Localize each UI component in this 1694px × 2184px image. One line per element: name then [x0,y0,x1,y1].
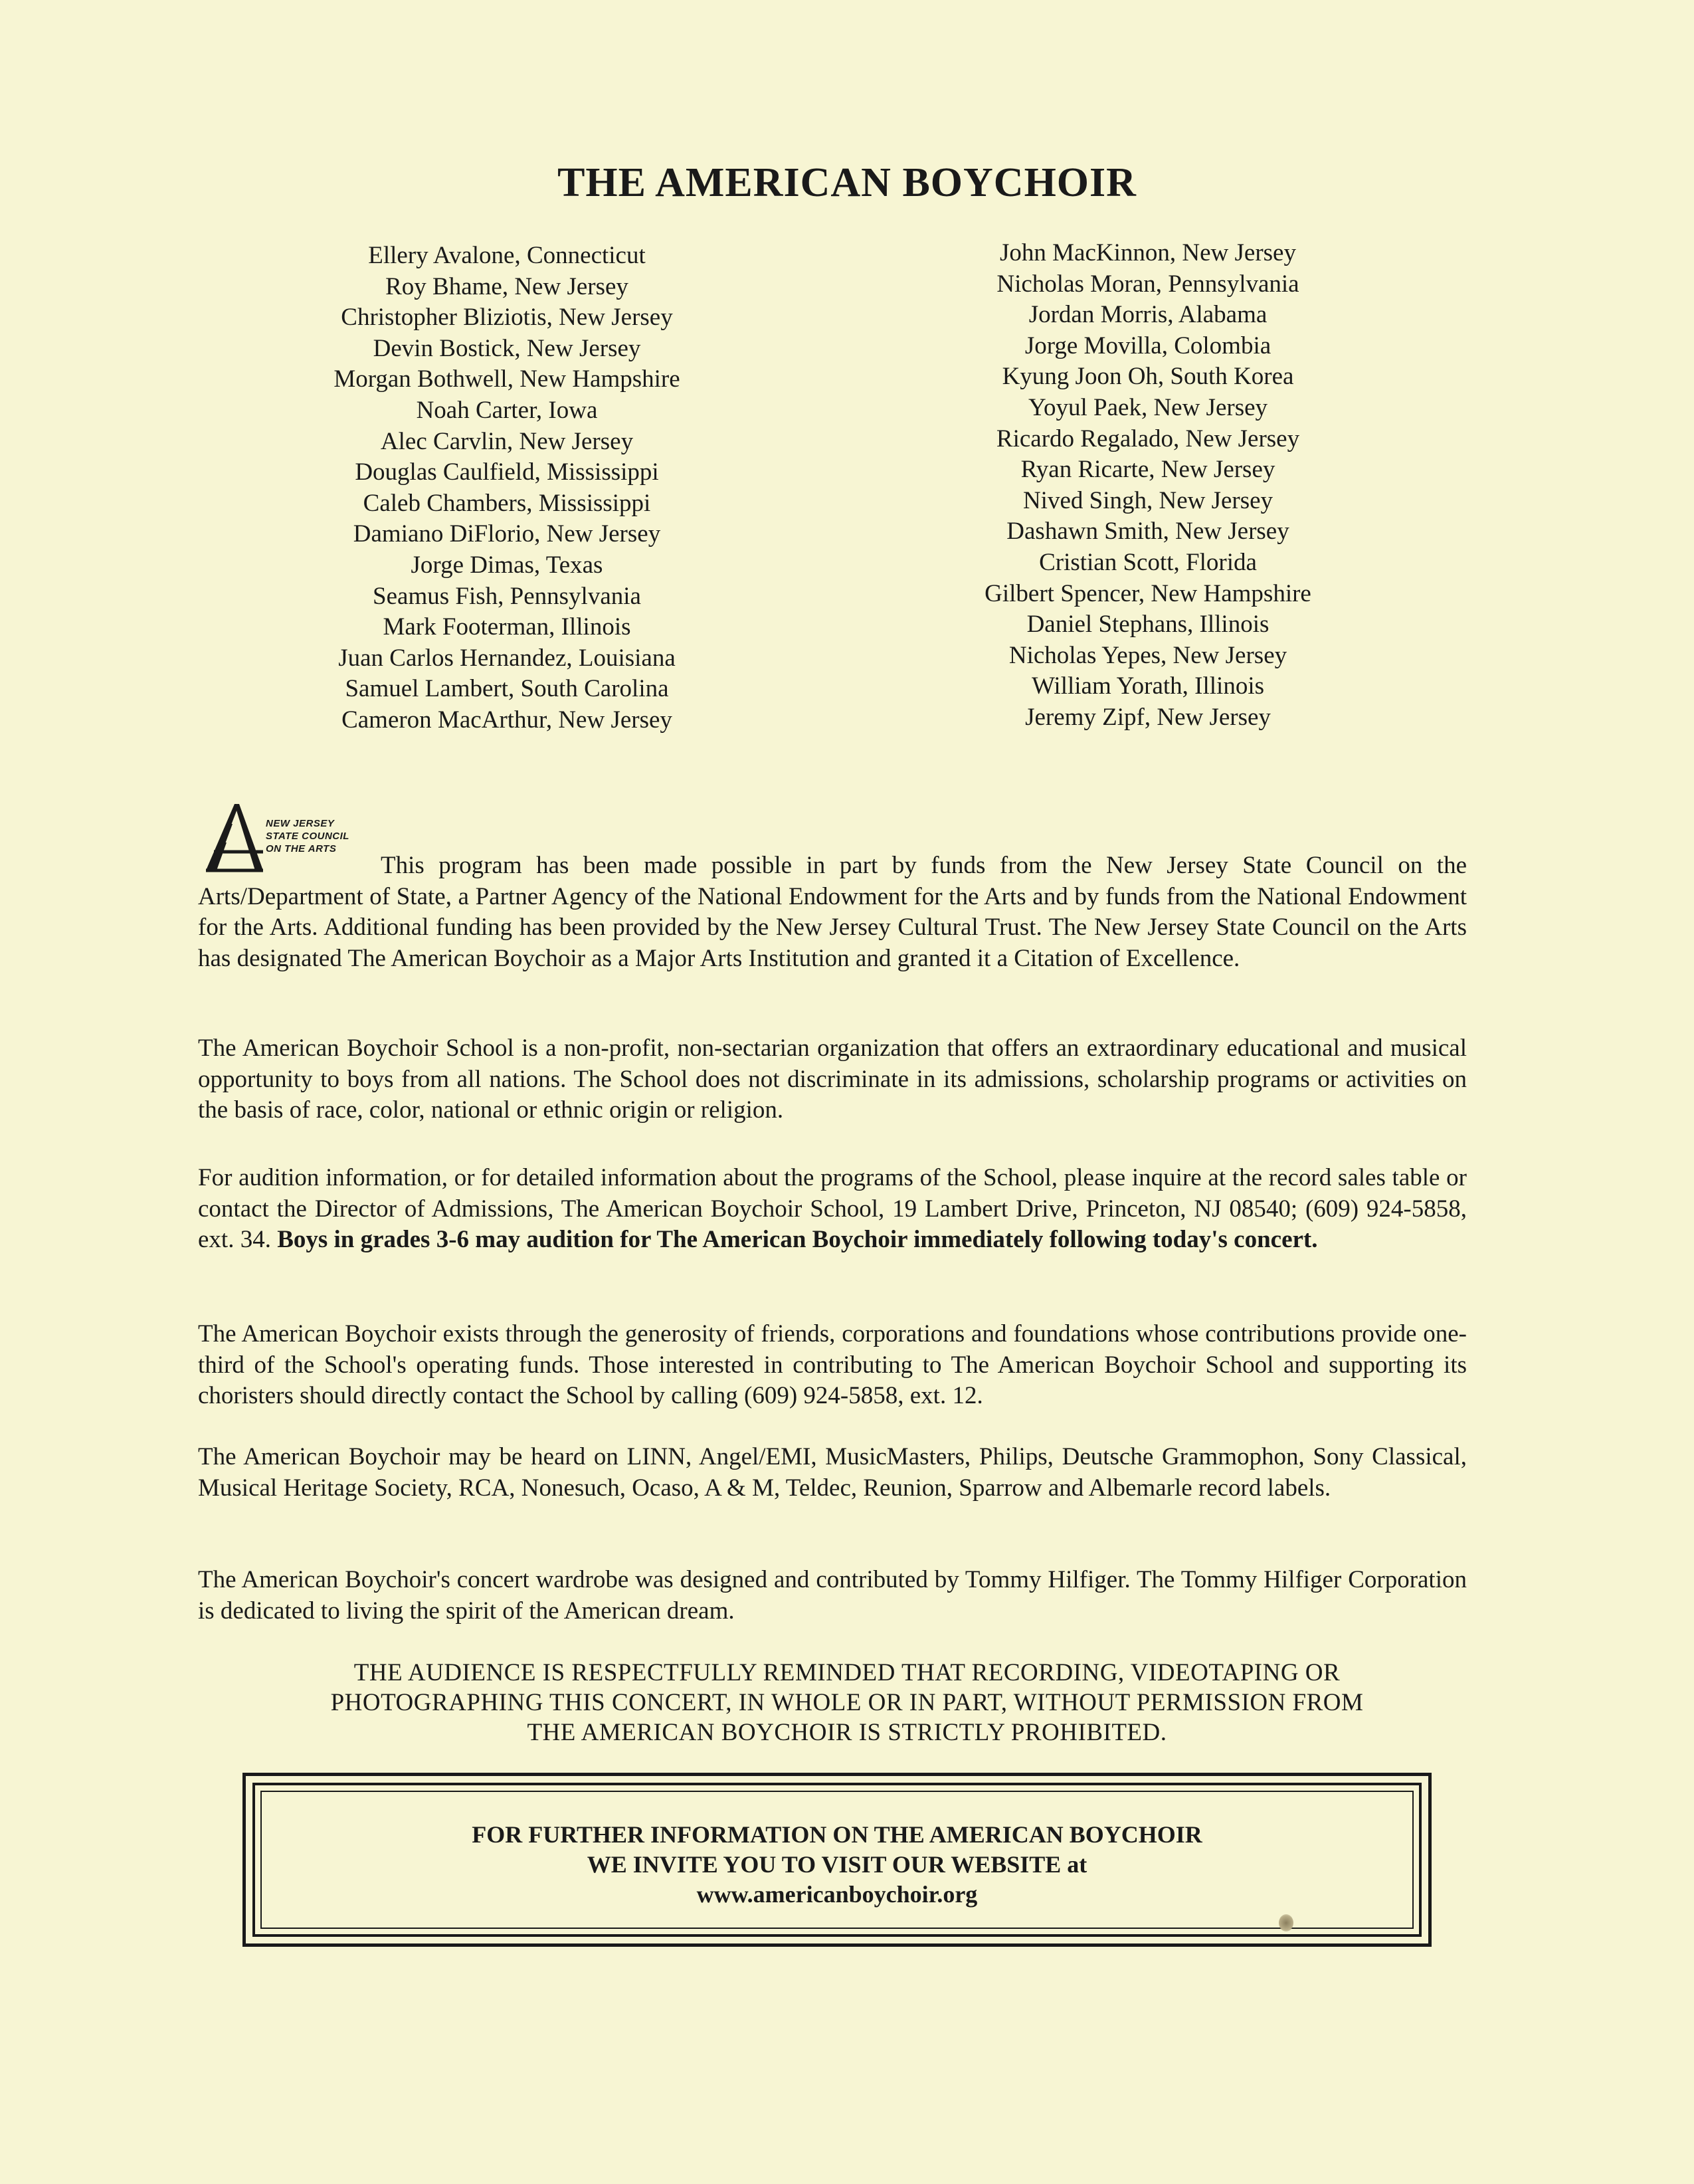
logo-wordmark [266,817,349,855]
roster-entry: Samuel Lambert, South Carolina [345,675,669,703]
roster-entry: Jordan Morris, Alabama [1028,301,1268,329]
roster-entry: Jorge Dimas, Texas [411,551,603,579]
roster-entry: Nicholas Yepes, New Jersey [1008,641,1287,669]
info-line: FOR FURTHER INFORMATION ON THE AMERICAN BOYCHOIR [472,1821,1202,1848]
roster-entry: Nived Singh, New Jersey [1022,486,1273,514]
logo-line: NEW JERSEY [266,818,335,829]
donors-paragraph: The American Boychoir exists through the generosity of friends, corporations and foundations whose contributions provide one-third of the School's operating funds. Those interested in contributing to The American Boychoir School and supporting its choristers should directly contact the School by calling (609) 924-5858, ext. 12. [198,1320,1467,1409]
roster-entry: Noah Carter, Iowa [416,396,598,424]
roster-entry: Ryan Ricarte, New Jersey [1020,456,1275,484]
info-line: WE INVITE YOU TO VISIT OUR WEBSITE at [587,1851,1087,1878]
roster-left-column [208,241,806,736]
notice-line: THE AUDIENCE IS RESPECTFULLY REMINDED THAT RECORDING, VIDEOTAPING OR [353,1659,1341,1686]
notice-line: THE AMERICAN BOYCHOIR IS STRICTLY PROHIBITED. [527,1719,1167,1746]
audition-paragraph [198,1163,1467,1256]
audition-text: For audition information, or for detailed information about the programs of the School, please inquire at the record sales table or contact the Director of Admissions, The American Boychoir School, 19 Lambert Drive, Princeton, NJ 08540; (609) 924-5858, ext. 34. [198,1164,1467,1253]
roster-entry: Alec Carvlin, New Jersey [380,427,634,455]
roster-entry: Yoyul Paek, New Jersey [1028,393,1268,421]
roster-entry: Kyung Joon Oh, South Korea [1002,363,1294,391]
funding-paragraph: This program has been made possible in part by funds from the New Jersey State Council on the Arts/Department of State, a Partner Agency of the National Endowment for the Arts and by funds from the National Endowment for the Arts. Additional funding has been provided by the New Jersey Cultural Trust. The New Jersey State Council on the Arts has designated The American Boychoir as a Major Arts Institution and granted it a Citation of Excellence. [198,852,1467,972]
roster-entry: Roy Bhame, New Jersey [385,272,628,300]
roster-entry: Caleb Chambers, Mississippi [363,489,651,517]
roster-entry: Jeremy Zipf, New Jersey [1025,703,1271,731]
website-info-text [246,1820,1428,1910]
roster-entry: Juan Carlos Hernandez, Louisiana [338,644,676,672]
roster-entry: Devin Bostick, New Jersey [373,334,641,362]
roster-entry: Ricardo Regalado, New Jersey [996,425,1300,452]
roster-entry: Gilbert Spencer, New Hampshire [985,579,1311,607]
roster-entry: Cameron MacArthur, New Jersey [341,706,672,734]
roster-entry: Damiano DiFlorio, New Jersey [353,520,661,548]
roster-entry: Jorge Movilla, Colombia [1024,332,1271,359]
audition-bold-text: Boys in grades 3-6 may audition for The American Boychoir immediately following today's concert. [277,1226,1318,1253]
roster-entry: John MacKinnon, New Jersey [1000,239,1296,266]
roster-entry: Cristian Scott, Florida [1039,548,1257,576]
roster-right-column [849,238,1447,734]
roster-entry: Christopher Bliziotis, New Jersey [341,304,673,332]
logo-line: ON THE ARTS [266,843,337,854]
roster-entry: Daniel Stephans, Illinois [1026,611,1270,639]
roster-entry: Douglas Caulfield, Mississippi [355,458,659,486]
recording-notice [0,1658,1694,1747]
website-link[interactable]: www.americanboychoir.org [696,1881,978,1908]
record-labels-paragraph: The American Boychoir may be heard on LINN, Angel/EMI, MusicMasters, Philips, Deutsche Grammophon, Sony Classical, Musical Heritage Society, RCA, Nonesuch, Ocaso, A & M, Teldec, Reunion, Sparrow and Albemarle record labels. [198,1443,1467,1502]
notice-line: PHOTOGRAPHING THIS CONCERT, IN WHOLE OR IN PART, WITHOUT PERMISSION FROM [330,1689,1364,1716]
logo-line: STATE COUNCIL [266,831,349,842]
website-info-box [242,1773,1432,1947]
roster-entry: Seamus Fish, Pennsylvania [373,582,641,610]
paper-speck [1279,1914,1293,1932]
school-paragraph: The American Boychoir School is a non-profit, non-sectarian organization that offers an extraordinary educational and musical opportunity to boys from all nations. The School does not discriminate in its admissions, scholarship programs or activities on the basis of race, color, national or ethnic origin or religion. [198,1035,1467,1124]
page-title: THE AMERICAN BOYCHOIR [557,160,1137,205]
roster-entry: Dashawn Smith, New Jersey [1006,518,1289,546]
roster-entry: Mark Footerman, Illinois [383,613,631,641]
roster-entry: William Yorath, Illinois [1031,672,1265,700]
roster-entry: Morgan Bothwell, New Hampshire [333,365,680,393]
wardrobe-paragraph: The American Boychoir's concert wardrobe was designed and contributed by Tommy Hilfiger. The Tommy Hilfiger Corporation is dedicated to living the spirit of the American dream. [198,1566,1467,1625]
roster-entry: Ellery Avalone, Connecticut [368,242,646,269]
roster-entry: Nicholas Moran, Pennsylvania [996,270,1299,298]
